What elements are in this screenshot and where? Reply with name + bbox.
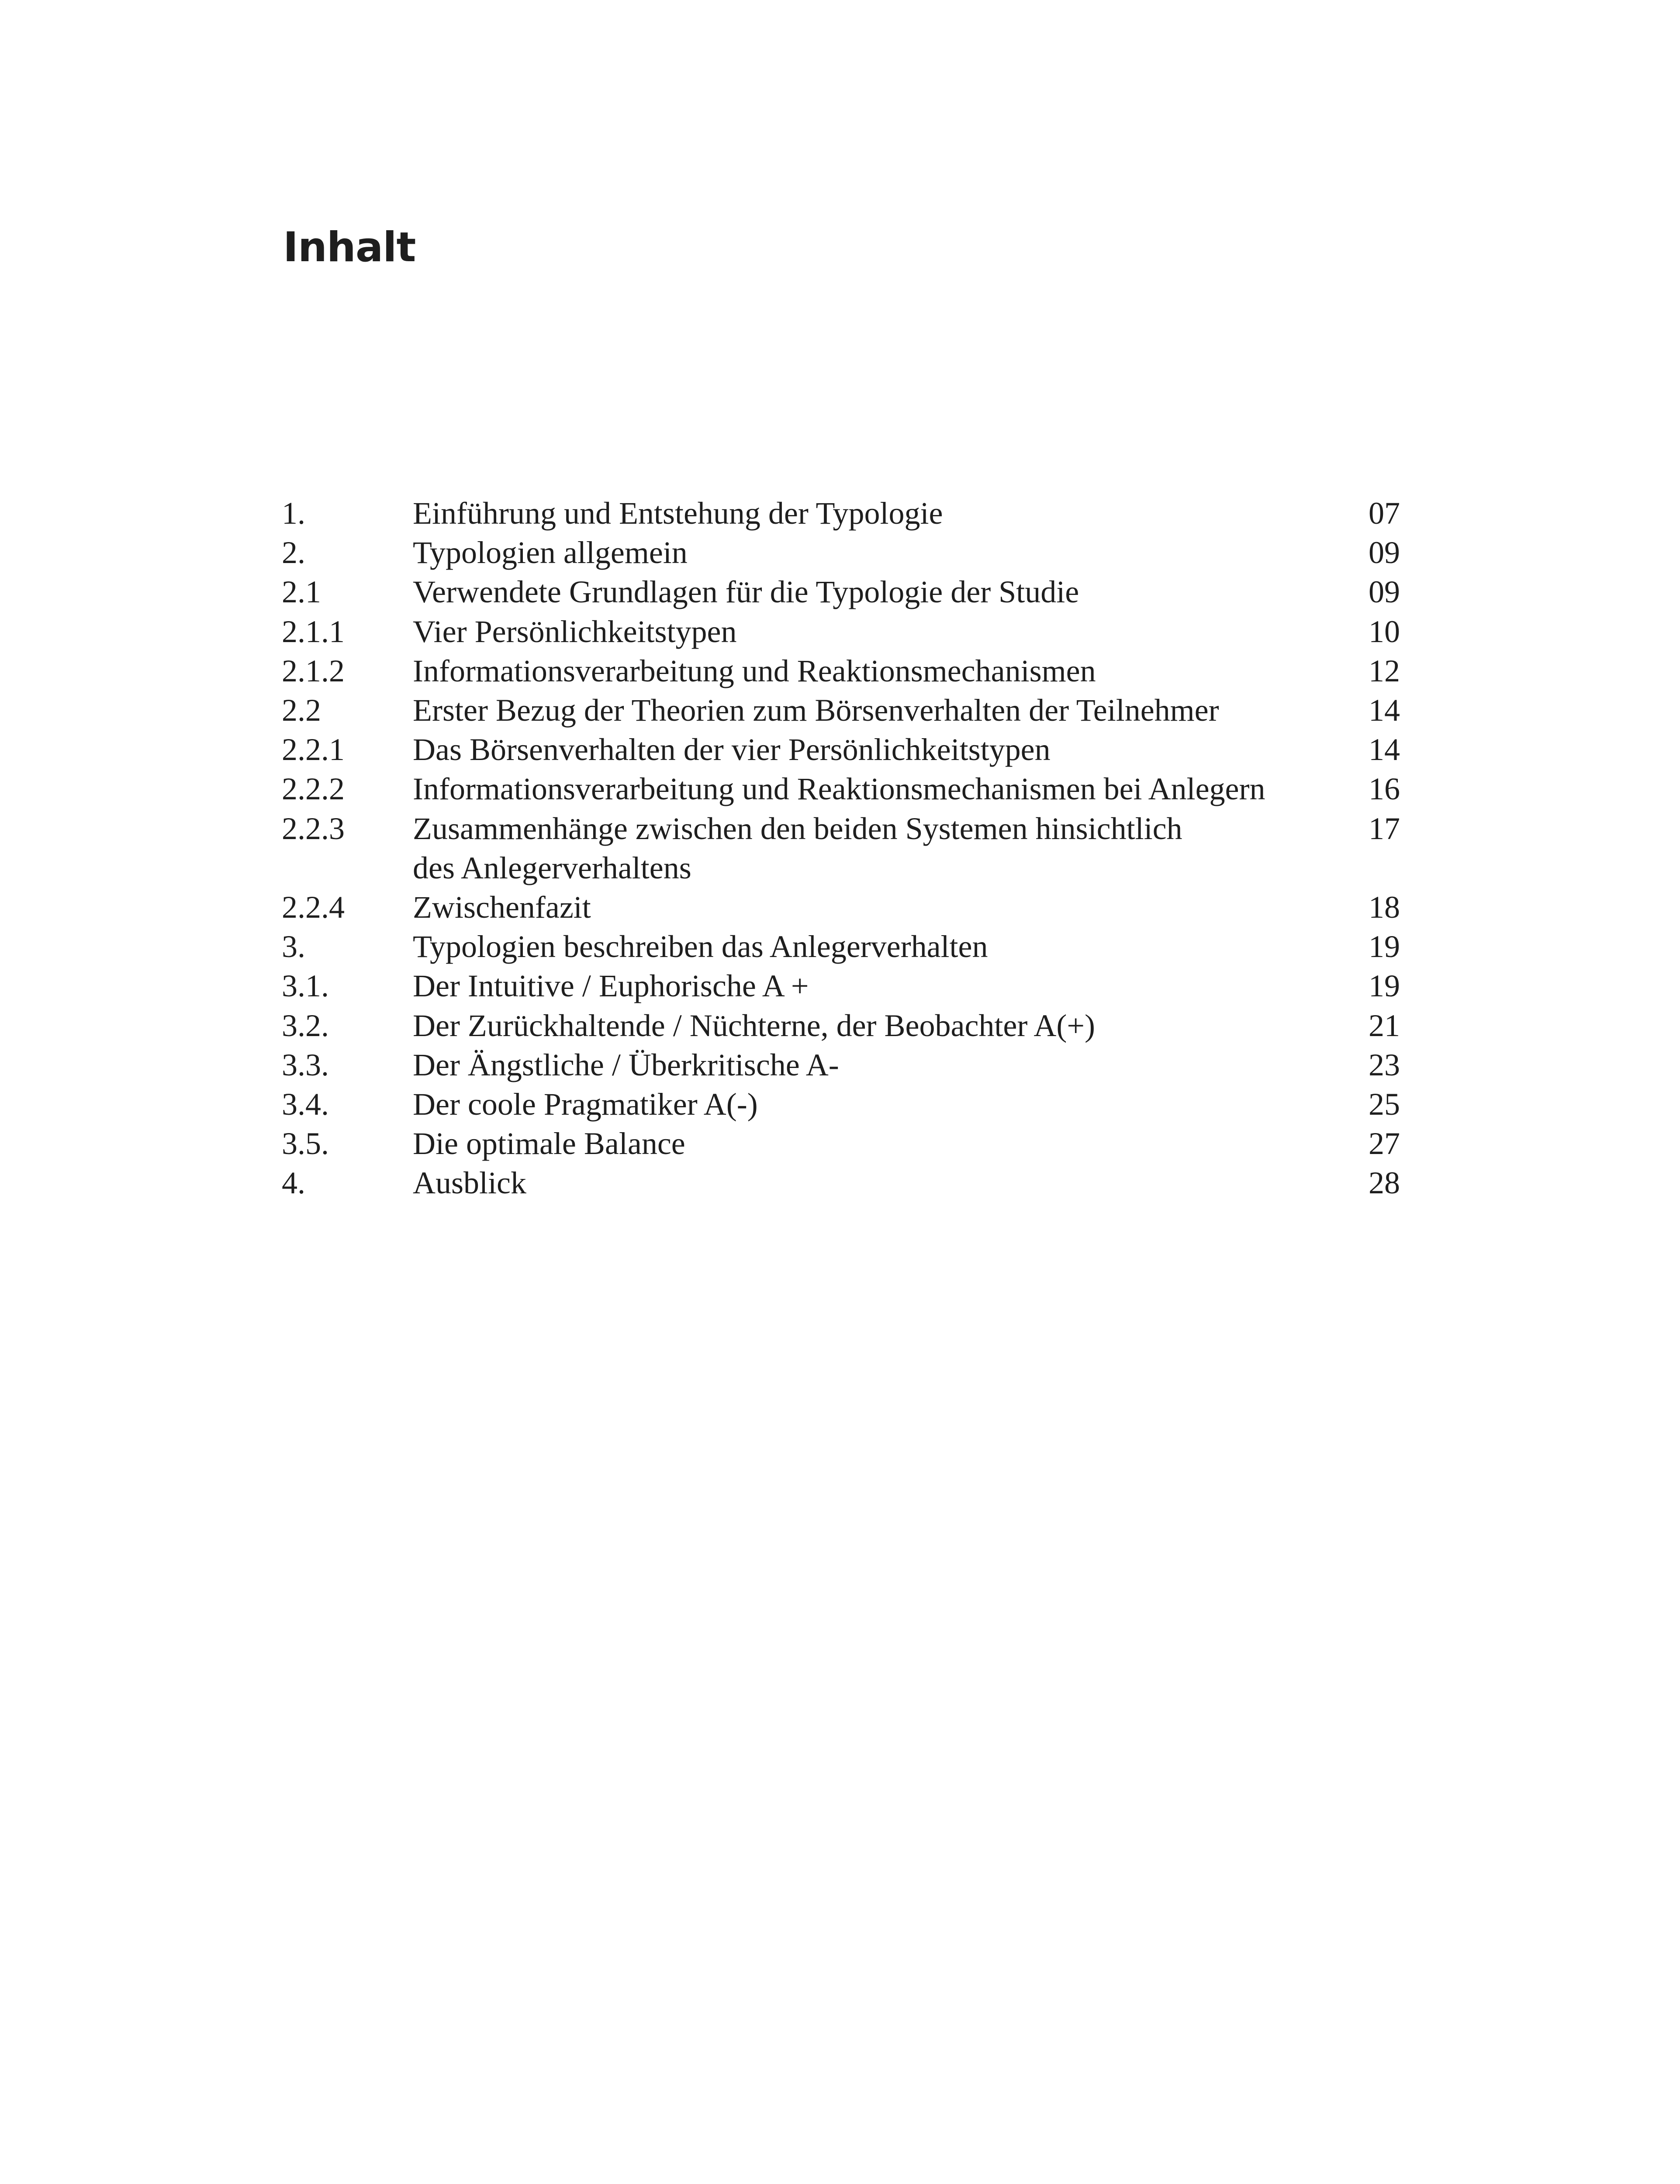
toc-entry xyxy=(282,494,1400,533)
toc-entry-page: 23 xyxy=(1369,1047,1400,1082)
toc-entry-number: 3.5. xyxy=(282,1126,329,1161)
toc-entry-page: 09 xyxy=(1369,535,1400,570)
toc-entry-number: 4. xyxy=(282,1165,305,1201)
toc-entry-page: 14 xyxy=(1369,732,1400,767)
toc-entry-number: 2.1.2 xyxy=(282,653,345,688)
toc-entry-number: 3. xyxy=(282,929,305,964)
toc-entry-title: Informationsverarbeitung und Reaktionsmechanismen xyxy=(413,653,1096,688)
toc-entry xyxy=(282,1085,1400,1124)
toc-entry xyxy=(282,769,1400,809)
toc-entry-title: Ausblick xyxy=(413,1165,526,1201)
toc-entry xyxy=(282,730,1400,769)
toc-entry xyxy=(282,612,1400,651)
toc-entry xyxy=(282,1163,1400,1203)
toc-entry-number: 3.1. xyxy=(282,968,329,1004)
toc-entry xyxy=(282,1045,1400,1085)
toc-entry-title: Zwischenfazit xyxy=(413,890,591,925)
toc-entry xyxy=(282,809,1400,888)
toc-entry-page: 10 xyxy=(1369,614,1400,649)
toc-entry-page: 17 xyxy=(1369,811,1400,846)
toc-entry-number: 2.2.2 xyxy=(282,771,345,807)
toc-entry-page: 25 xyxy=(1369,1087,1400,1122)
toc-entry-number: 3.4. xyxy=(282,1087,329,1122)
toc-entry-title: Das Börsenverhalten der vier Persönlichkeitstypen xyxy=(413,732,1051,767)
toc-entry-page: 16 xyxy=(1369,771,1400,807)
toc-entry-number: 2.2 xyxy=(282,693,321,728)
toc-entry xyxy=(282,927,1400,966)
toc-entry-number: 3.3. xyxy=(282,1047,329,1082)
toc-entry-title: Der coole Pragmatiker A(-) xyxy=(413,1087,758,1122)
toc-entry xyxy=(282,1006,1400,1045)
toc-entry xyxy=(282,651,1400,691)
toc-entry-title: Typologien allgemein xyxy=(413,535,688,570)
toc-entry-title: Typologien beschreiben das Anlegerverhalten xyxy=(413,929,988,964)
toc-entry-number: 2. xyxy=(282,535,305,570)
toc-entry-page: 28 xyxy=(1369,1165,1400,1201)
toc-entry-title: Zusammenhänge zwischen den beiden Systemen hinsichtlich des Anlegerverhaltens xyxy=(413,811,1182,885)
toc-entry-title: Verwendete Grundlagen für die Typologie der Studie xyxy=(413,574,1079,610)
toc-entry xyxy=(282,572,1400,612)
toc-entry-title: Der Zurückhaltende / Nüchterne, der Beobachter A(+) xyxy=(413,1008,1095,1043)
toc-entry-title: Vier Persönlichkeitstypen xyxy=(413,614,737,649)
toc-entry-title: Die optimale Balance xyxy=(413,1126,685,1161)
toc-entry-page: 21 xyxy=(1369,1008,1400,1043)
toc-entry-number: 1. xyxy=(282,496,305,531)
toc-entry-title: Der Intuitive / Euphorische A + xyxy=(413,968,809,1004)
toc-entry xyxy=(282,1124,1400,1163)
toc-entry-title: Informationsverarbeitung und Reaktionsmechanismen bei Anlegern xyxy=(413,771,1265,807)
toc-entry-number: 2.1.1 xyxy=(282,614,345,649)
toc-entry xyxy=(282,533,1400,572)
toc-entry-page: 19 xyxy=(1369,929,1400,964)
page-title: Inhalt xyxy=(283,224,416,271)
toc-entry-page: 12 xyxy=(1369,653,1400,688)
toc-entry xyxy=(282,888,1400,927)
toc-entry-title: Der Ängstliche / Überkritische A- xyxy=(413,1047,839,1082)
toc-entry-page: 27 xyxy=(1369,1126,1400,1161)
toc-entry-title: Einführung und Entstehung der Typologie xyxy=(413,496,943,531)
toc-entry-page: 19 xyxy=(1369,968,1400,1004)
toc-entry-title: Erster Bezug der Theorien zum Börsenverhalten der Teilnehmer xyxy=(413,693,1219,728)
toc-entry-number: 2.2.4 xyxy=(282,890,345,925)
table-of-contents xyxy=(282,494,1400,1203)
toc-entry xyxy=(282,966,1400,1006)
toc-entry-page: 14 xyxy=(1369,693,1400,728)
toc-entry-page: 09 xyxy=(1369,574,1400,610)
toc-entry-number: 2.2.3 xyxy=(282,811,345,846)
toc-entry-number: 2.1 xyxy=(282,574,321,610)
toc-entry-page: 18 xyxy=(1369,890,1400,925)
toc-entry-number: 2.2.1 xyxy=(282,732,345,767)
toc-entry xyxy=(282,691,1400,730)
toc-entry-page: 07 xyxy=(1369,496,1400,531)
toc-entry-number: 3.2. xyxy=(282,1008,329,1043)
